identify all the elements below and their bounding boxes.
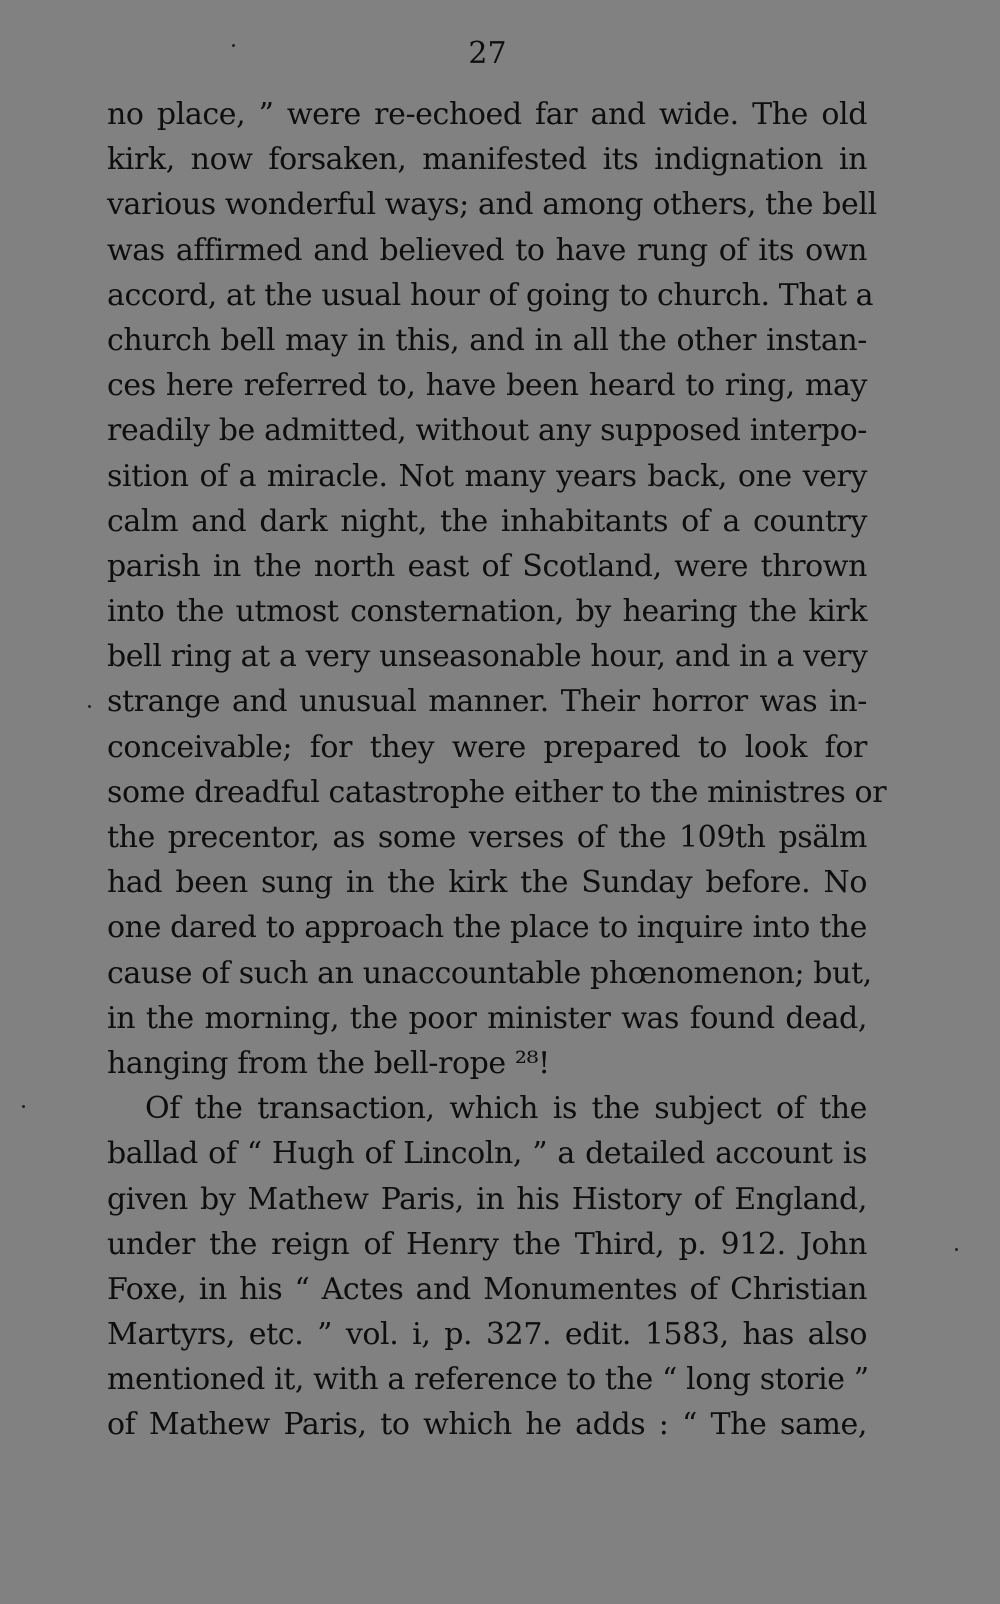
text-line: ces here referred to, have been heard to ring, may bbox=[107, 368, 867, 404]
scan-speck bbox=[232, 44, 235, 47]
text-line: no place, ” were re-echoed far and wide. The old bbox=[107, 97, 867, 132]
paragraph-end-line: hanging from the bell-rope ²⁸! bbox=[107, 1045, 550, 1081]
text-line: into the utmost consternation, by hearing the kirk bbox=[107, 594, 867, 630]
text-line: of Mathew Paris, to which he adds : “ The same, bbox=[107, 1407, 867, 1443]
text-line: church bell may in this, and in all the other instan- bbox=[107, 322, 867, 358]
text-line: had been sung in the kirk the Sunday before. No bbox=[107, 865, 867, 901]
text-line: ballad of “ Hugh of Lincoln, ” a detailed account is bbox=[107, 1136, 867, 1172]
text-line: was affirmed and believed to have rung of its own bbox=[107, 232, 867, 268]
text-line: Foxe, in his “ Actes and Monumentes of Christian bbox=[107, 1271, 867, 1307]
text-line: in the morning, the poor minister was found dead, bbox=[107, 1000, 867, 1036]
text-line: strange and unusual manner. Their horror was in- bbox=[107, 684, 867, 720]
text-line: cause of such an unaccountable phœnomenon; but, bbox=[107, 955, 872, 991]
text-line: the precentor, as some verses of the 109th psälm bbox=[107, 820, 867, 855]
text-line: accord, at the usual hour of going to church. That a bbox=[107, 277, 874, 313]
paragraph-start-line: Of the transaction, which is the subject of the bbox=[145, 1091, 867, 1127]
text-line: kirk, now forsaken, manifested its indignation in bbox=[107, 142, 867, 178]
text-line: calm and dark night, the inhabitants of a country bbox=[107, 503, 867, 539]
page-number: 27 bbox=[468, 36, 507, 71]
scan-speck bbox=[88, 705, 91, 708]
text-line: one dared to approach the place to inquire into the bbox=[107, 910, 867, 946]
text-line: mentioned it, with a reference to the “ long storie ” bbox=[107, 1362, 869, 1398]
scan-speck bbox=[22, 1105, 25, 1108]
body-text bbox=[107, 92, 887, 1448]
text-line: readily be admitted, without any supposed interpo- bbox=[107, 413, 867, 449]
text-line: Martyrs, etc. ” vol. i, p. 327. edit. 1583, has also bbox=[107, 1317, 867, 1353]
text-line: conceivable; for they were prepared to look for bbox=[107, 729, 867, 765]
text-line: sition of a miracle. Not many years back, one very bbox=[107, 458, 867, 494]
scan-speck bbox=[955, 1248, 958, 1251]
text-line: bell ring at a very unseasonable hour, and in a very bbox=[107, 639, 868, 675]
text-line: parish in the north east of Scotland, were thrown bbox=[107, 548, 867, 584]
text-line: various wonderful ways; and among others, the bell bbox=[107, 187, 877, 223]
text-line: given by Mathew Paris, in his History of England, bbox=[107, 1181, 867, 1217]
text-line: under the reign of Henry the Third, p. 912. John bbox=[107, 1226, 867, 1262]
text-line: some dreadful catastrophe either to the ministres or bbox=[107, 774, 887, 810]
